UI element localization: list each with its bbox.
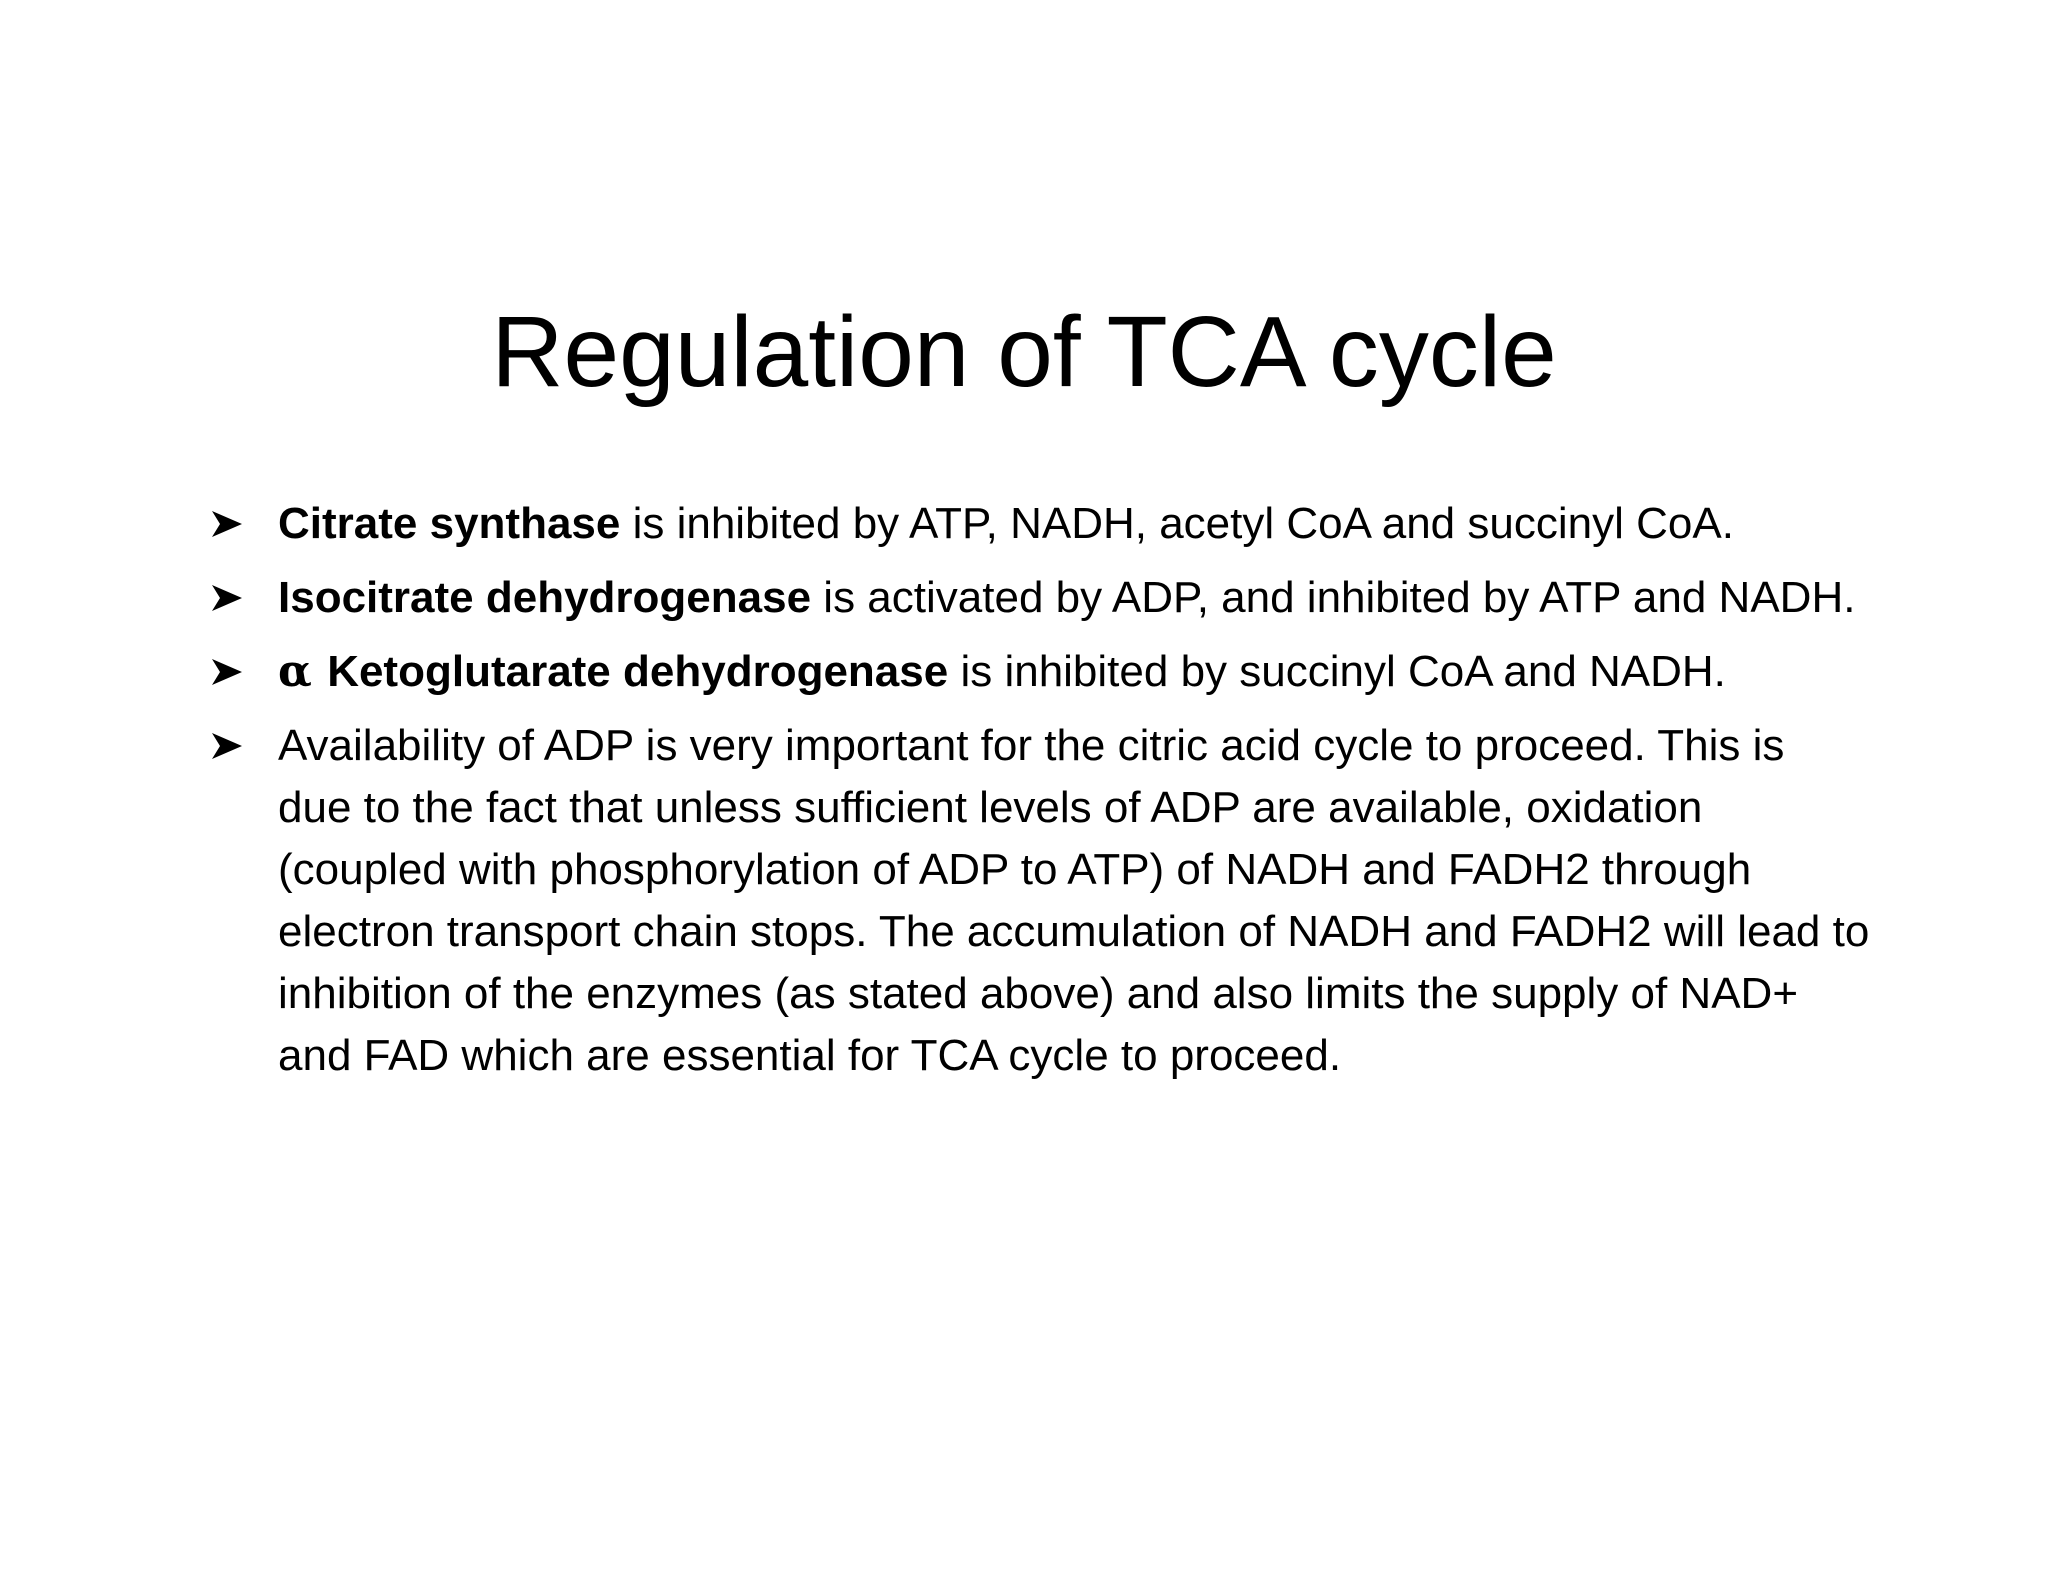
bullet-body: is inhibited by ATP, NADH, acetyl CoA and succinyl CoA. bbox=[620, 499, 1734, 548]
bullet-text bbox=[278, 573, 1855, 622]
enzyme-name: Isocitrate dehydrogenase bbox=[278, 573, 812, 622]
bullet-item-isocitrate-dehydrogenase bbox=[210, 567, 1870, 629]
bullet-item-ketoglutarate-dehydrogenase bbox=[210, 641, 1870, 703]
bullet-list bbox=[210, 493, 1870, 1099]
arrowhead-bullet-icon bbox=[210, 567, 250, 629]
bullet-text bbox=[278, 647, 1726, 696]
bullet-body: is inhibited by succinyl CoA and NADH. bbox=[948, 647, 1726, 696]
bullet-body: is activated by ADP, and inhibited by ATP and NADH. bbox=[811, 573, 1856, 622]
bullet-text bbox=[278, 721, 1869, 1080]
bullet-item-citrate-synthase bbox=[210, 493, 1870, 555]
enzyme-name: Citrate synthase bbox=[278, 499, 621, 548]
arrowhead-bullet-icon bbox=[210, 715, 250, 777]
slide-title: Regulation of TCA cycle bbox=[491, 296, 1557, 408]
enzyme-name: Ketoglutarate dehydrogenase bbox=[327, 647, 949, 696]
arrowhead-bullet-icon bbox=[210, 641, 250, 703]
alpha-prefix: α bbox=[278, 646, 328, 697]
bullet-item-adp-availability bbox=[210, 715, 1870, 1087]
bullet-text bbox=[278, 499, 1734, 548]
arrowhead-bullet-icon bbox=[210, 493, 250, 555]
bullet-body: Availability of ADP is very important for the citric acid cycle to proceed. This is due to the fact that unless sufficient levels of ADP are available, oxidation (coupled with phosphorylation of ADP to ATP) of NADH and FADH2 through electron transport chain stops. The accumulation of NADH and FADH2 will lead to inhibition of the enzymes (as stated above) and also limits the supply of NAD+ and FAD which are essential for TCA cycle to proceed. bbox=[278, 721, 1870, 1080]
